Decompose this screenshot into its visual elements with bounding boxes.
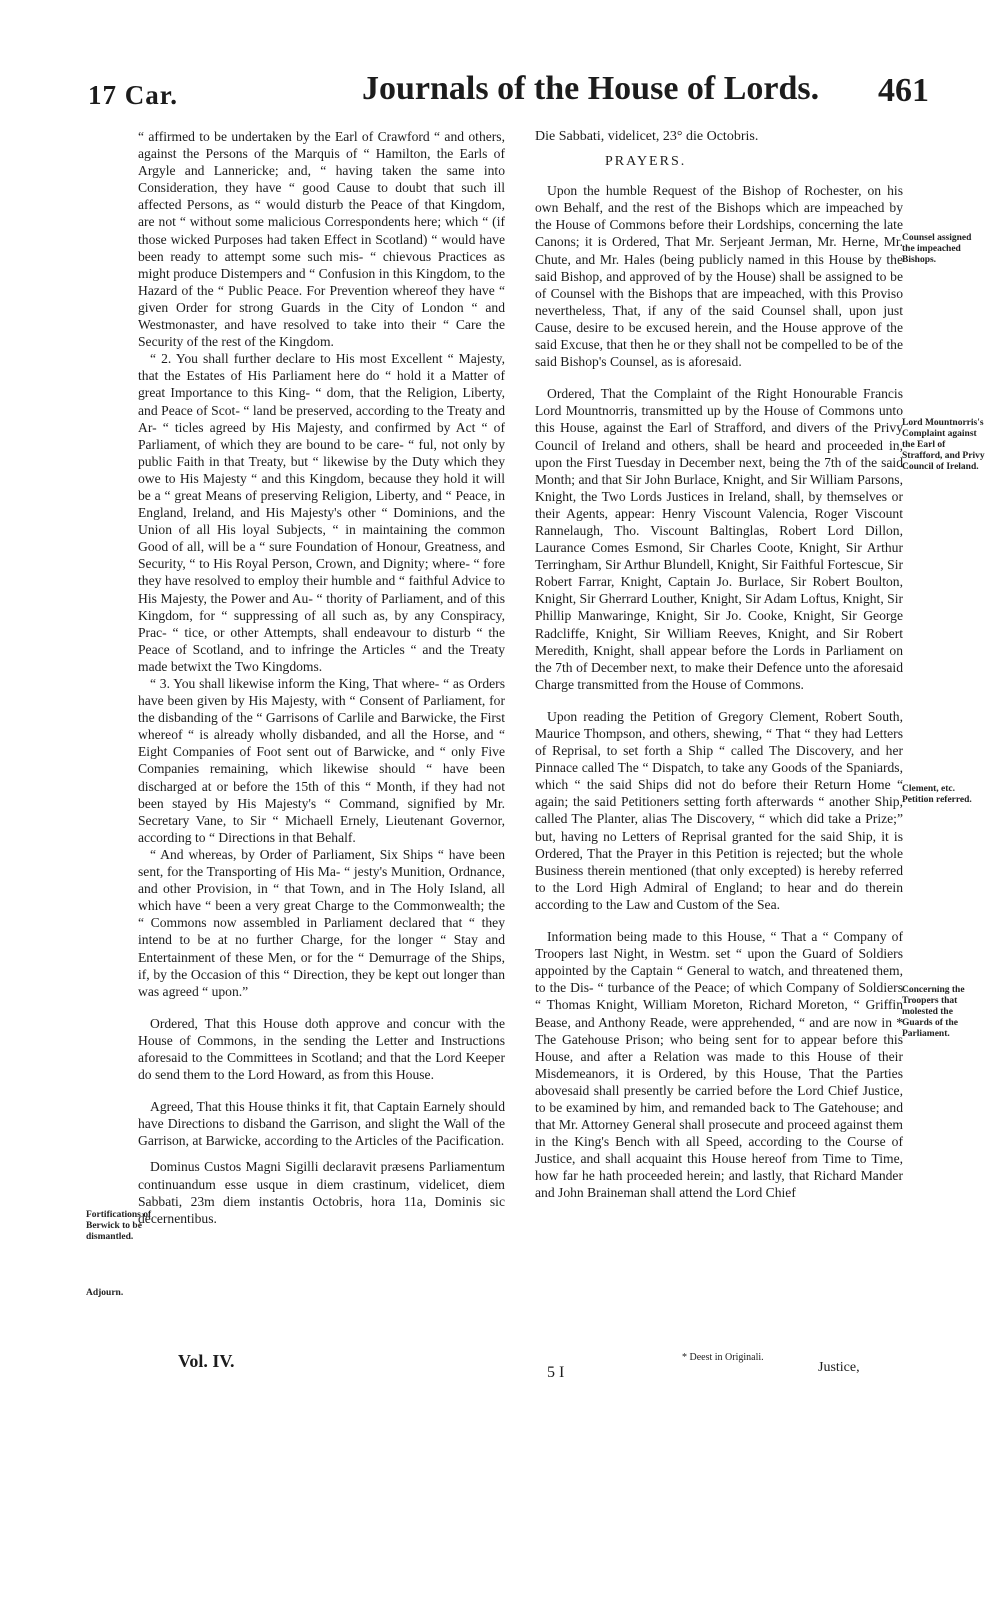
left-paragraph-2: “ 2. You shall further declare to His most Excellent “ Majesty, that the Estates of His Parliament here do “ hold it a Matter of great Importance to this King- “ dom, that the Religion, Liberty, and Peace of Scot- “ land be preserved, according to the Treaty and Ar- “ ticles agreed by His Majesty, and confirmed by Act “ of Parliament, of which they are bound to be care- “ ful, not only by public Faith in that Treaty, but “ likewise by the Duty which they owe to His Majesty “ and this Kingdom, because they hold it will be a “ great Means of preserving Religion, Liberty, and “ Peace, in England, Ireland, and His Majesty's other “ Dominions, and the Union of all His loyal Subjects, “ in maintaining the common Good of all, will be a “ sure Foundation of Honour, Greatness, and Security, “ to His Royal Person, Crown, and Dignity; where- “ fore they have resolved to employ their humble and “ faithful Advice to His Majesty, the Power and Au- “ thority of Parliament, and of this Kingdom, for “ suppressing of all such as, by any Conspiracy, Prac- “ tice, or other Attempts, shall endeavour to disturb “ the Peace of Scotland, and to infringe the Articles “ and the Treaty made betwixt the Two Kingdoms. [138, 351, 505, 674]
margin-note-troopers: Concerning the Troopers that molested the Guards of the Parliament. [902, 985, 965, 1039]
right-paragraph-mountnorris: Ordered, That the Complaint of the Right Honourable Francis Lord Mountnorris, transmitted up by the House of Commons unto this House, against the Earl of Strafford, and divers of the Privy Council of Ireland and others, shall be heard and proceeded in, upon the First Tuesday in December next, being the 7th of the said Month; and that Sir John Burlace, Knight, and Sir William Parsons, Knight, the Two Lords Justices in Ireland, shall, by themselves or their Agents, appear: Henry Viscount Valencia, Roger Viscount Rannelaugh, Tho. Viscount Baltinglas, Robert Lord Dillon, Laurance Comes Esmond, Sir Charles Coote, Knight, Sir Arthur Terringham, Sir Arthur Blundell, Knight, Sir Faithful Fortescue, Sir Robert Farrar, Knight, Captain Jo. Burlace, Sir Robert Boulton, Knight, Sir Gherrard Louther, Knight, Sir Adam Loftus, Knight, Sir Phillip Manwaringe, Knight, Sir Jo. Cooke, Knight, Sir George Radcliffe, Knight, Sir William Reeves, Knight, and Sir Robert Meredith, Knight, shall appear before the Lords in Parliament on the 7th of December next, to make their Defence unto the aforesaid Charge transmitted from the House of Commons. [535, 386, 903, 692]
margin-note-fortifications: Fortifications of Berwick to be dismantled. [86, 1210, 152, 1242]
margin-note-mountnorris: Lord Mountnorris's Complaint against the Earl of Strafford, and Privy Council of Ireland. [902, 418, 985, 472]
prayers-heading: PRAYERS. [605, 154, 687, 170]
footer-volume: Vol. IV. [178, 1351, 235, 1371]
page-number: 461 [878, 72, 929, 109]
right-paragraph-clement: Upon reading the Petition of Gregory Clement, Robert South, Maurice Thompson, and others, shewing, “ That “ they had Letters of Reprisal, to set forth a Ship “ called The Discovery, and her Pinnace called The “ Dispatch, to take any Goods of the Spaniards, which “ the said Ships did not do before their Return Home “ again; the said Petitioners setting forth afterwards “ another Ship, called The Planter, alias The Discovery, “ which did take a Prize;” but, having no Letters of Reprisal granted for the said Ship, it is Ordered, That the Prayer in this Petition is rejected; but the whole Business therein mentioned (that only excepted) is hereby referred to the Lord High Admiral of England; to hear and do therein according to the Law and Custom of the Sea. [535, 708, 903, 912]
right-column [535, 128, 903, 1202]
left-paragraph-1: “ affirmed to be undertaken by the Earl of Crawford “ and others, against the Persons of the Marquis of “ Hamilton, the Earls of Argyle and Lannericke; and, “ having taken the same into Consideration, they have “ good Cause to doubt that such ill affected Persons, as “ would disturb the Peace of that Kingdom, are not “ without some malicious Correspondents here; which “ (if those wicked Purposes had taken Effect in Scotland) “ would have been ready to attempt some such mis- “ chievous Practices as might produce Distempers and “ Confusion in this Kingdom, to the Hazard of the “ Public Peace. For Prevention whereof they have “ given Order for strong Guards in the City of London “ and Westmonaster, and have resolved to take into their “ Care the Security of the rest of the Kingdom. [138, 129, 505, 350]
left-paragraph-adjourn: Dominus Custos Magni Sigilli declaravit præsens Parliamentum continuandum esse usque in diem crastinum, videlicet, diem Sabbati, 23m diem instantis Octobris, hora 11a, Dominis sic decernentibus. [138, 1159, 505, 1226]
footer-catchword: Justice, [818, 1360, 860, 1375]
margin-note-counsel: Counsel assigned the impeached Bishops. [902, 233, 972, 265]
right-paragraph-counsel: Upon the humble Request of the Bishop of Rochester, on his own Behalf, and the rest of the Bishops which are impeached by the House of Commons before their Lordships, concerning the late Canons; it is Ordered, That Mr. Serjeant Jerman, Mr. Herne, Mr. Chute, and Mr. Hales (being publicly named in this House by the said Bishop, and approved of by the House) shall be assigned to be of Counsel with the Bishops that are impeached, with this Proviso nevertheless, That, if any of the said Counsel shall, upon just Cause, desire to be excused herein, and the House approve of the said Excuse, that then he or they shall not be compelled to be of the said Bishop's Counsel, as is aforesaid. [535, 183, 903, 370]
footer-footnote: * Deest in Originali. [682, 1352, 764, 1363]
margin-note-adjourn: Adjourn. [86, 1288, 124, 1298]
left-paragraph-agreed: Agreed, That this House thinks it fit, that Captain Earnely should have Directions to disband the Garrison, and slight the Wall of the Garrison, at Barwicke, according to the Articles of the Pacification. [138, 1099, 505, 1149]
margin-note-clement: Clement, etc. Petition referred. [902, 784, 972, 805]
running-head-regnal-year: 17 Car. [88, 80, 179, 110]
left-column [138, 128, 505, 1227]
right-paragraph-troopers: Information being made to this House, “ That a “ Company of Troopers last Night, in Westm. set “ upon the Guard of Soldiers appointed by the Captain “ General to watch, and threatened them, to the Dis- “ turbance of the Peace; of which Company of Soldiers “ Thomas Knight, William Moreton, Richard Moreton, “ Griffin Bease, and Anthony Reade, were apprehended, “ and are now in * The Gatehouse Prison; who being sent for to appear before this House, and after a Relation was made to this House of their Misdemeanors, it is Ordered, by this House, That the Parties abovesaid shall presently be carried before the Lord Chief Justice, to be examined by him, and remanded back to The Gatehouse; and that Mr. Attorney General shall prosecute and proceed against them in the King's Bench with all Speed, according to the Course of Justice, and shall acquaint this House hereof from Time to Time, how far he hath proceeded herein; and lastly, that Richard Mander and John Braineman shall attend the Lord Chief [535, 929, 903, 1201]
left-paragraph-4: “ And whereas, by Order of Parliament, Six Ships “ have been sent, for the Transporting of His Ma- “ jesty's Munition, Ordnance, and other Provision, in “ that Town, and in The Holy Island, all which have “ been a very great Charge to the Commonwealth; the “ Commons now assembled in Parliament declared that “ they intend to be at no further Charge, for the longer “ Stay and Entertainment of these Men, or for the “ Demurrage of the Ships, if, by the Occasion of this “ Direction, they be kept out longer than was agreed “ upon.” [138, 846, 505, 999]
left-paragraph-ordered: Ordered, That this House doth approve and concur with the House of Commons, in the sending the Letter and Instructions aforesaid to the Committees in Scotland; and that the Lord Keeper do send them to the Lord Howard, as from this House. [138, 1015, 505, 1083]
left-paragraph-3: “ 3. You shall likewise inform the King, That where- “ as Orders have been given by His Majesty, with “ Consent of Parliament, for the disbanding of the “ Garrisons of Carlile and Barwicke, the First whereof “ is already wholly disbanded, and all the Horse, and “ Eight Companies of Foot sent out of Barwicke, and “ only Five Companies remaining, which likewise should “ have been discharged at or before the 15th of this “ Month, if they had not been stayed by His Majesty's “ Command, signified by Mr. Secretary Vane, to Sir “ Michaell Ernely, Lieutenant Governor, according to “ Directions in that Behalf. [138, 676, 505, 845]
running-head-title: Journals of the House of Lords. [362, 70, 820, 107]
footer-signature: 5 I [547, 1364, 565, 1381]
day-heading: Die Sabbati, videlicet, 23° die Octobris. [535, 129, 759, 144]
